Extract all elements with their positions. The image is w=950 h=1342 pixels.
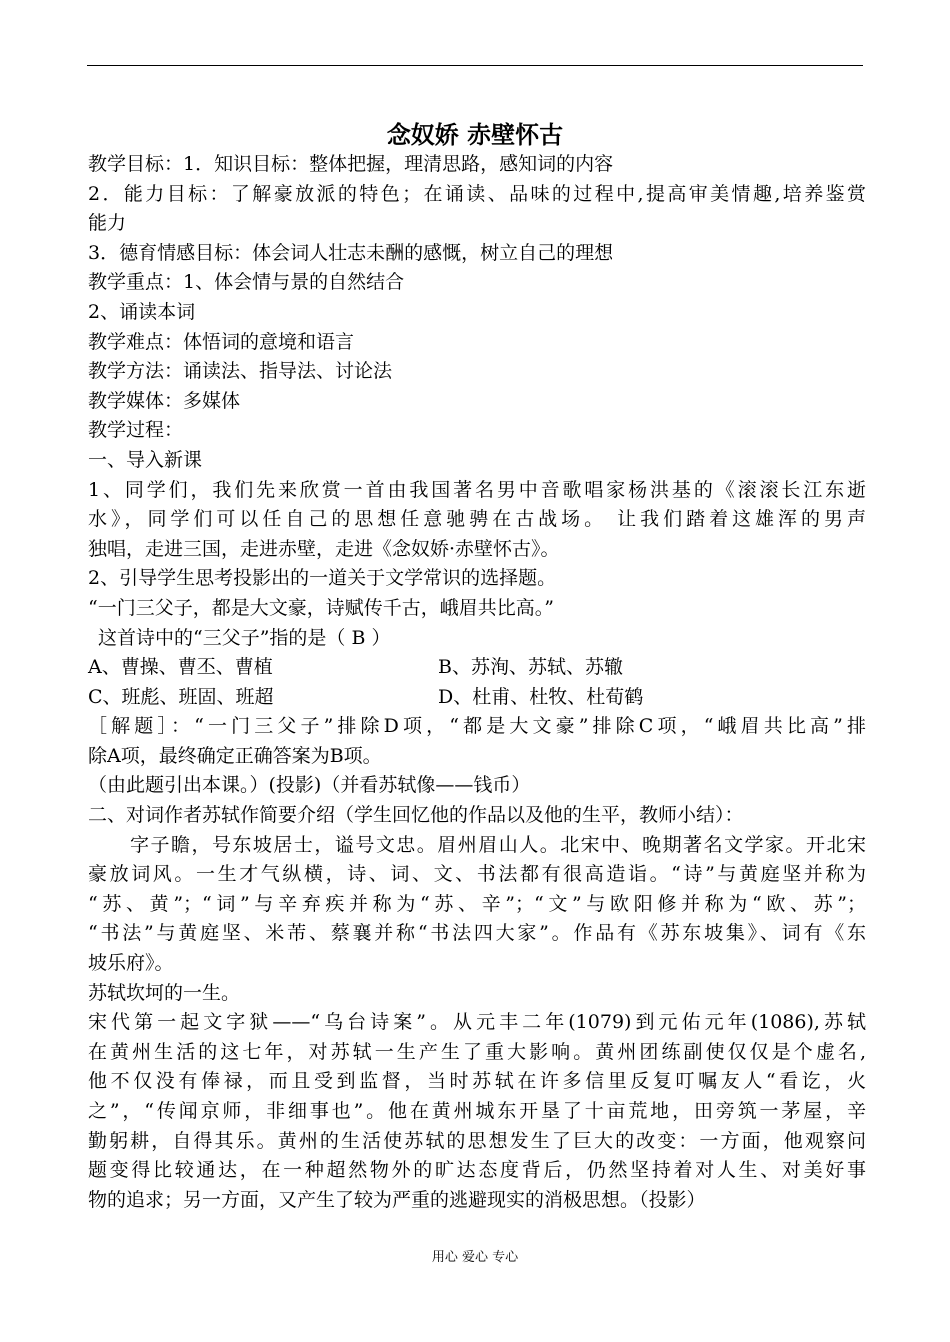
text-line: 一、导入新课: [88, 448, 203, 471]
text-line: “一门三父子，都是大文豪，诗赋传千古，峨眉共比高。”: [88, 596, 554, 619]
text-line: 教学目标：1．知识目标：整体把握，理清思路，感知词的内容: [88, 153, 614, 175]
text-line: 教学过程：: [88, 419, 184, 442]
text-line: 苏轼坎坷的一生。: [88, 981, 241, 1004]
choice-option: C、班彪、班固、班超: [88, 685, 274, 708]
choice-option: D、杜甫、杜牧、杜荀鹤: [438, 685, 644, 708]
text-line: 之”，“传闻京师，非细事也”。他在黄州城东开垦了十亩荒地，田旁筑一茅屋，辛: [88, 1100, 866, 1122]
text-line: 字子瞻，号东坡居士，谥号文忠。眉州眉山人。北宋中、晚期著名文学家。开北宋: [130, 833, 866, 856]
text-line: 2、引导学生思考投影出的一道关于文学常识的选择题。: [88, 567, 557, 590]
document-body: [88, 150, 866, 1215]
text-line: 物的追求；另一方面，又产生了较为严重的逃避现实的消极思想。（投影）: [88, 1188, 706, 1211]
text-line: 水》，同学们可以任自己的思想任意驰骋在古战场。 让我们踏着这雄浑的男声: [88, 508, 866, 531]
text-line: 能力: [88, 212, 127, 235]
document-title: 念奴娇 赤壁怀古: [386, 121, 564, 149]
text-line: （由此题引出本课。）(投影)（并看苏轼像——钱币）: [88, 774, 531, 797]
text-line: 教学方法：诵读法、指导法、讨论法: [88, 360, 393, 383]
choice-option: B、苏洵、苏轼、苏辙: [438, 656, 623, 679]
text-line: 教学难点：体悟词的意境和语言: [88, 330, 355, 353]
text-line: 3．德育情感目标：体会词人壮志未酬的感慨，树立自己的理想: [88, 241, 614, 264]
text-line: 勤躬耕，自得其乐。黄州的生活使苏轼的思想发生了巨大的改变：一方面，他观察问: [88, 1129, 866, 1152]
text-line: “书法”与黄庭坚、米芾、蔡襄并称“书法四大家”。作品有《苏东坡集》、词有《东: [88, 922, 866, 945]
choice-row: [88, 683, 866, 713]
text-line: 豪放词风。一生才气纵横，诗、词、文、书法都有很高造诣。“诗”与黄庭坚并称为: [88, 863, 866, 886]
text-line: ［解题］：“一门三父子”排除D项，“都是大文豪”排除C项，“峨眉共比高”排: [88, 715, 866, 738]
text-line: 教学媒体：多媒体: [88, 389, 241, 412]
text-line: 二、对词作者苏轼作简要介绍（学生回忆他的作品以及他的生平，教师小结）：: [88, 804, 744, 827]
text-line: 题变得比较通达，在一种超然物外的旷达态度背后，仍然坚持着对人生、对美好事: [88, 1159, 866, 1182]
text-line: 2．能力目标：了解豪放派的特色；在诵读、品味的过程中,提高审美情趣,培养鉴赏: [88, 182, 866, 205]
text-line: 独唱，走进三国，走进赤壁，走进《念奴娇·赤壁怀古》。: [88, 537, 560, 560]
text-line: 这首诗中的“三父子”指的是（ B ）: [98, 626, 391, 649]
text-line: 1、同学们，我们先来欣赏一首由我国著名男中音歌唱家杨洪基的《滚滚长江东逝: [88, 478, 866, 501]
text-line: 除A项，最终确定正确答案为B项。: [88, 744, 382, 767]
page-footer: 用心 爱心 专心: [431, 1250, 519, 1265]
choice-option: A、曹操、曹丕、曹植: [88, 656, 273, 679]
text-line: 宋代第一起文字狱——“乌台诗案”。从元丰二年(1079)到元佑元年(1086),苏轼: [88, 1011, 866, 1034]
text-line: 2、诵读本词: [88, 300, 196, 323]
text-line: 在黄州生活的这七年，对苏轼一生产生了重大影响。黄州团练副使仅仅是个虚名,: [88, 1040, 866, 1063]
choice-row: [88, 653, 866, 683]
text-line: 教学重点：1、体会情与景的自然结合: [88, 271, 405, 294]
text-line: “苏、黄”；“词”与辛弃疾并称为“苏、辛”；“文”与欧阳修并称为“欧、苏”；: [88, 892, 866, 915]
header-rule: [87, 65, 863, 66]
text-line: 他不仅没有俸禄，而且受到监督，当时苏轼在许多信里反复叮嘱友人“看讫，火: [88, 1070, 866, 1093]
text-line: 坡乐府》。: [88, 952, 174, 975]
